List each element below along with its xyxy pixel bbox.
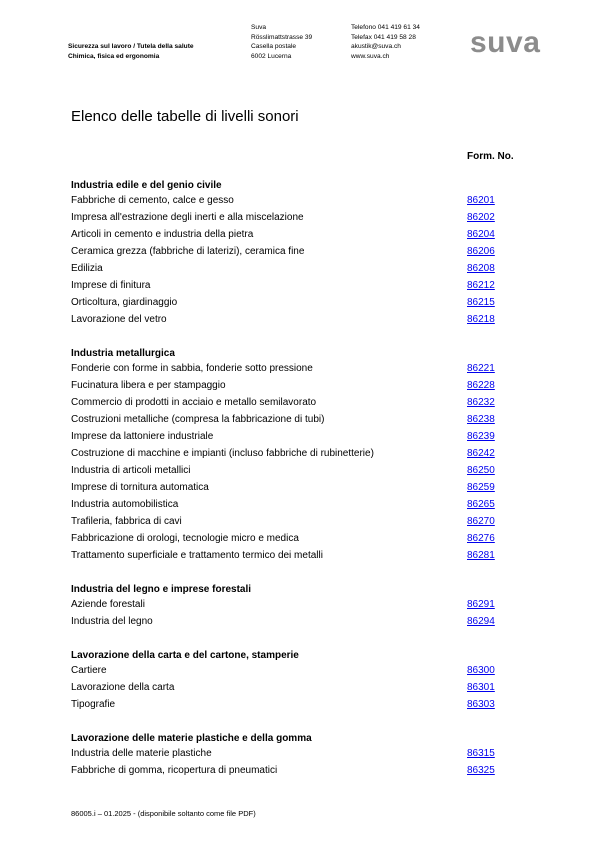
form-number-link[interactable]: 86325 [467, 765, 495, 776]
form-number-link[interactable]: 86239 [467, 431, 495, 442]
item-label: Industria del legno [71, 616, 153, 627]
list-item [71, 615, 531, 632]
form-number-link[interactable]: 86303 [467, 699, 495, 710]
list-item [71, 515, 531, 532]
form-number-link[interactable]: 86291 [467, 599, 495, 610]
form-number-link[interactable]: 86202 [467, 212, 495, 223]
item-label: Costruzioni metalliche (compresa la fabbricazione di tubi) [71, 414, 325, 425]
list-item [71, 194, 531, 211]
form-number-link[interactable]: 86301 [467, 682, 495, 693]
item-label: Articoli in cemento e industria della pietra [71, 229, 254, 240]
list-item [71, 549, 531, 566]
form-number-link[interactable]: 86270 [467, 516, 495, 527]
list-item [71, 447, 531, 464]
item-label: Lavorazione del vetro [71, 314, 167, 325]
form-number-link[interactable]: 86201 [467, 195, 495, 206]
item-label: Aziende forestali [71, 599, 145, 610]
item-label: Fucinatura libera e per stampaggio [71, 380, 226, 391]
form-number-link[interactable]: 86221 [467, 363, 495, 374]
item-label: Fabbriche di cemento, calce e gesso [71, 195, 234, 206]
item-label: Orticoltura, giardinaggio [71, 297, 178, 308]
form-number-link[interactable]: 86212 [467, 280, 495, 291]
form-number-link[interactable]: 86208 [467, 263, 495, 274]
form-number-link[interactable]: 86259 [467, 482, 495, 493]
list-item [71, 498, 531, 515]
header-department [68, 42, 194, 61]
item-label: Impresa all'estrazione degli inerti e alla miscelazione [71, 212, 304, 223]
list-item [71, 313, 531, 330]
item-label: Trafileria, fabbrica di cavi [71, 516, 182, 527]
list-item [71, 747, 531, 764]
list-item [71, 379, 531, 396]
footer-note: 86005.i – 01.2025 - (disponibile soltanto come file PDF) [71, 809, 256, 818]
list-item [71, 296, 531, 313]
table-list [71, 179, 531, 798]
form-number-link[interactable]: 86276 [467, 533, 495, 544]
item-label: Fabbricazione di orologi, tecnologie micro e medica [71, 533, 299, 544]
list-item [71, 245, 531, 262]
item-label: Fonderie con forme in sabbia, fonderie sotto pressione [71, 363, 313, 374]
section [71, 583, 531, 632]
form-number-link[interactable]: 86250 [467, 465, 495, 476]
form-number-link[interactable]: 86215 [467, 297, 495, 308]
page-title: Elenco delle tabelle di livelli sonori [71, 108, 299, 125]
list-item [71, 396, 531, 413]
list-item [71, 211, 531, 228]
header-address [251, 23, 312, 61]
item-label: Industria automobilistica [71, 499, 179, 510]
section [71, 179, 531, 330]
section-title: Industria del legno e imprese forestali [71, 584, 252, 595]
item-label: Trattamento superficiale e trattamento termico dei metalli [71, 550, 323, 561]
item-label: Costruzione di macchine e impianti (incluso fabbriche di rubinetterie) [71, 448, 374, 459]
form-number-link[interactable]: 86232 [467, 397, 495, 408]
item-label: Edilizia [71, 263, 103, 274]
item-label: Imprese di tornitura automatica [71, 482, 209, 493]
item-label: Imprese di finitura [71, 280, 151, 291]
header-phone: Telefono 041 419 61 34 [351, 24, 420, 31]
header-department-line: Chimica, fisica ed ergonomia [68, 52, 160, 60]
header-contact [351, 23, 420, 61]
form-number-link[interactable]: 86238 [467, 414, 495, 425]
form-number-link[interactable]: 86300 [467, 665, 495, 676]
list-item [71, 532, 531, 549]
section [71, 347, 531, 566]
list-item [71, 664, 531, 681]
header-address-line: Suva [251, 24, 267, 31]
section [71, 732, 531, 781]
item-label: Imprese da lattoniere industriale [71, 431, 214, 442]
item-label: Industria delle materie plastiche [71, 748, 212, 759]
header-address-line: 6002 Lucerna [251, 52, 292, 60]
form-number-link[interactable]: 86242 [467, 448, 495, 459]
header-fax: Telefax 041 419 58 28 [351, 33, 416, 41]
header-address-line: Casella postale [251, 43, 297, 50]
list-item [71, 262, 531, 279]
list-item [71, 464, 531, 481]
form-number-link[interactable]: 86315 [467, 748, 495, 759]
item-label: Fabbriche di gomma, ricopertura di pneumatici [71, 765, 278, 776]
form-number-link[interactable]: 86206 [467, 246, 495, 257]
header-address-line: Rösslimattstrasse 39 [251, 33, 313, 41]
section-title: Industria metallurgica [71, 348, 175, 359]
form-number-link[interactable]: 86204 [467, 229, 495, 240]
header-email: akustik@suva.ch [351, 43, 401, 50]
item-label: Commercio di prodotti in acciaio e metallo semilavorato [71, 397, 317, 408]
list-item [71, 228, 531, 245]
section-title: Lavorazione della carta e del cartone, stamperie [71, 650, 299, 661]
item-label: Cartiere [71, 665, 107, 676]
list-item [71, 413, 531, 430]
section-title: Lavorazione delle materie plastiche e della gomma [71, 733, 312, 744]
form-number-link[interactable]: 86218 [467, 314, 495, 325]
header-department-line: Sicurezza sul lavoro / Tutela della salute [68, 43, 194, 50]
form-number-link[interactable]: 86228 [467, 380, 495, 391]
section-title: Industria edile e del genio civile [71, 180, 222, 191]
form-number-link[interactable]: 86265 [467, 499, 495, 510]
suva-logo: suva [470, 26, 541, 59]
list-item [71, 764, 531, 781]
form-number-link[interactable]: 86294 [467, 616, 495, 627]
item-label: Tipografie [71, 699, 116, 710]
list-item [71, 362, 531, 379]
column-header-form-no: Form. No. [467, 151, 514, 162]
item-label: Ceramica grezza (fabbriche di laterizi), ceramica fine [71, 246, 305, 257]
list-item [71, 279, 531, 296]
list-item [71, 430, 531, 447]
list-item [71, 481, 531, 498]
section [71, 649, 531, 715]
list-item [71, 598, 531, 615]
item-label: Lavorazione della carta [71, 682, 175, 693]
form-number-link[interactable]: 86281 [467, 550, 495, 561]
item-label: Industria di articoli metallici [71, 465, 191, 476]
header-website: www.suva.ch [351, 52, 390, 60]
list-item [71, 698, 531, 715]
list-item [71, 681, 531, 698]
